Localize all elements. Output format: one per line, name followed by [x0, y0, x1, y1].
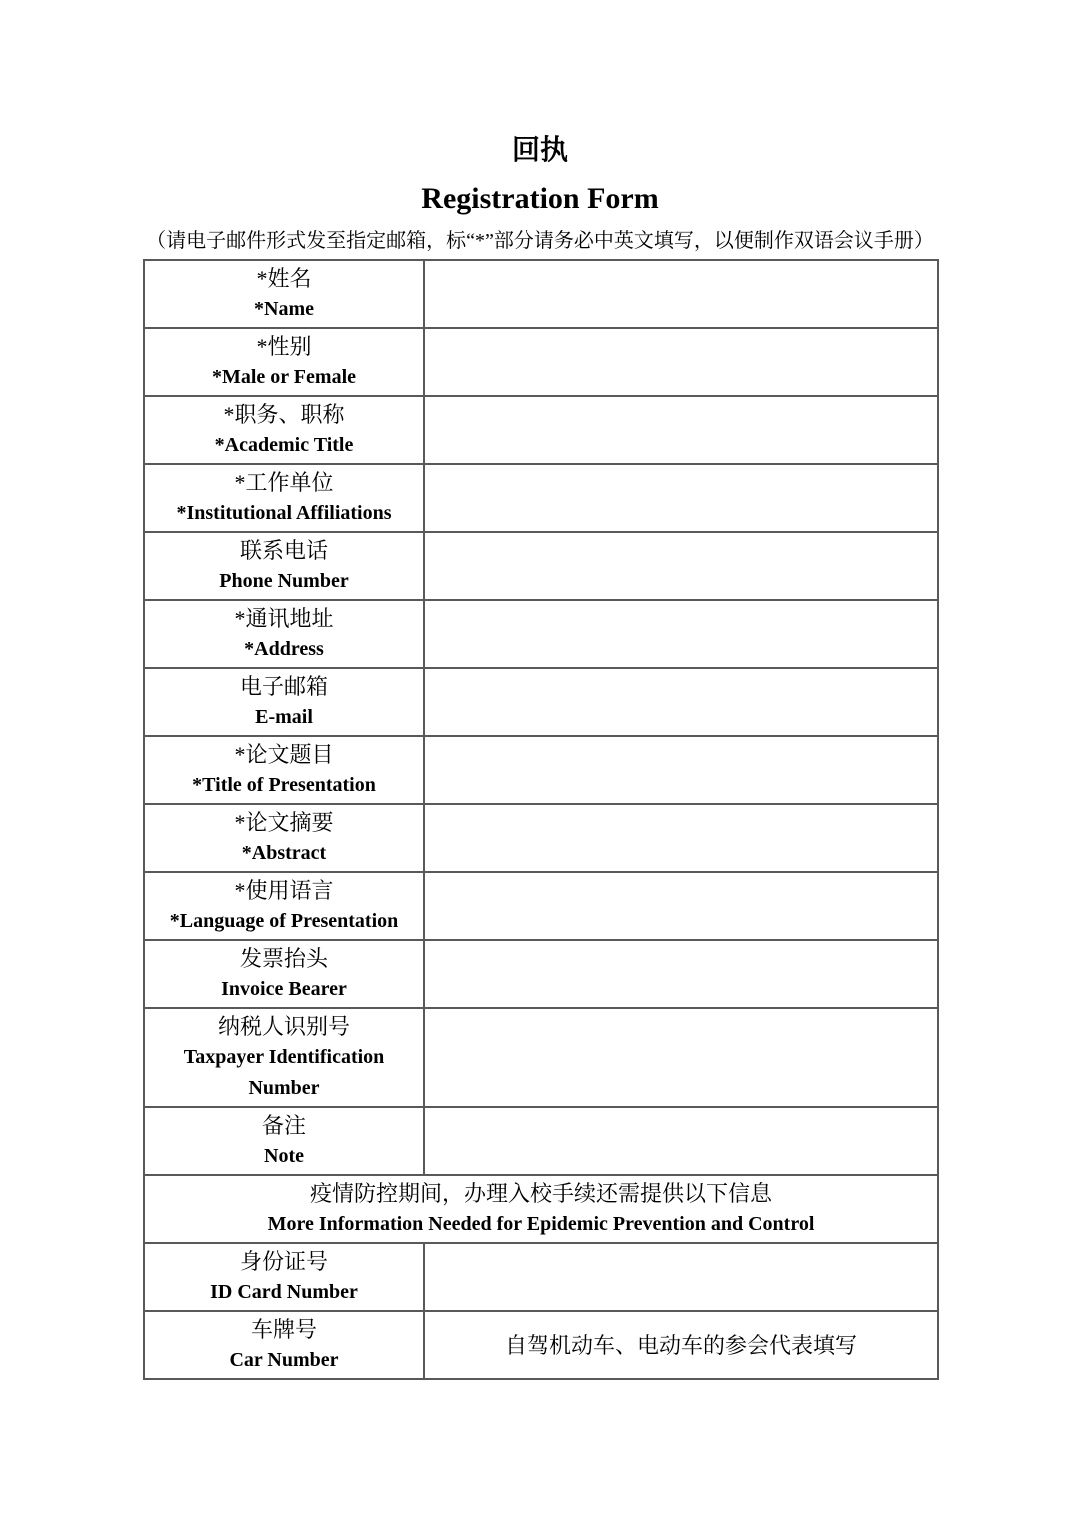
field-label-en: *Male or Female — [211, 366, 356, 388]
section-row-epidemic-info — [144, 1175, 938, 1243]
field-label-cn: *工作单位 — [234, 470, 334, 495]
field-label-cn: *通讯地址 — [234, 606, 334, 631]
field-label-en: Taxpayer Identification Number — [183, 1046, 385, 1099]
field-row-phone — [144, 532, 938, 600]
field-value-cell-institution[interactable] — [424, 464, 938, 532]
field-value-cell-taxpayer-id[interactable] — [424, 1008, 938, 1107]
field-value-text: 自驾机动车、电动车的参会代表填写 — [504, 1332, 857, 1358]
field-label-cn: *职务、职称 — [223, 402, 345, 427]
field-label-cell-institution — [144, 464, 424, 532]
field-value-cell-address[interactable] — [424, 600, 938, 668]
field-label-cell-taxpayer-id — [144, 1008, 424, 1107]
field-label-cn: 身份证号 — [239, 1249, 328, 1274]
field-value-cell-car-number[interactable] — [424, 1311, 938, 1379]
field-label-cell-academic-title — [144, 396, 424, 464]
field-label-cn: 纳税人识别号 — [217, 1014, 350, 1039]
field-value-cell-abstract[interactable] — [424, 804, 938, 872]
registration-table — [143, 259, 939, 1380]
field-label-en: ID Card Number — [210, 1281, 358, 1303]
section-label-en: More Information Needed for Epidemic Prevention and Control — [267, 1213, 815, 1235]
field-value-cell-email[interactable] — [424, 668, 938, 736]
field-label-cn: 车牌号 — [250, 1317, 317, 1342]
field-row-language — [144, 872, 938, 940]
field-label-en: *Abstract — [241, 842, 327, 864]
field-value-cell-name[interactable] — [424, 260, 938, 328]
field-value-cell-language[interactable] — [424, 872, 938, 940]
field-value-cell-academic-title[interactable] — [424, 396, 938, 464]
field-value-cell-gender[interactable] — [424, 328, 938, 396]
field-label-cell-phone — [144, 532, 424, 600]
field-label-cell-name — [144, 260, 424, 328]
field-label-cell-invoice-bearer — [144, 940, 424, 1008]
field-label-cell-presentation-title — [144, 736, 424, 804]
field-row-id-card — [144, 1243, 938, 1311]
field-value-cell-phone[interactable] — [424, 532, 938, 600]
field-label-en: *Institutional Affiliations — [176, 502, 392, 524]
field-value-cell-note[interactable] — [424, 1107, 938, 1175]
field-label-en: *Language of Presentation — [169, 910, 399, 932]
field-row-note — [144, 1107, 938, 1175]
field-label-en: *Name — [254, 298, 314, 320]
field-label-cn: 发票抬头 — [239, 946, 328, 971]
field-label-cn: *论文摘要 — [234, 810, 334, 835]
field-label-cn: *性别 — [256, 334, 312, 359]
field-label-cell-abstract — [144, 804, 424, 872]
field-row-institution — [144, 464, 938, 532]
field-row-academic-title — [144, 396, 938, 464]
field-value-cell-invoice-bearer[interactable] — [424, 940, 938, 1008]
field-value-cell-id-card[interactable] — [424, 1243, 938, 1311]
field-row-email — [144, 668, 938, 736]
field-row-abstract — [144, 804, 938, 872]
field-label-cn: 联系电话 — [239, 538, 328, 563]
field-label-cell-note — [144, 1107, 424, 1175]
field-label-cell-email — [144, 668, 424, 736]
field-label-en: E-mail — [255, 706, 313, 728]
field-label-en: Invoice Bearer — [221, 978, 347, 1000]
page-title-en: Registration Form — [421, 182, 659, 215]
field-row-taxpayer-id — [144, 1008, 938, 1107]
registration-table-body — [144, 260, 938, 1379]
field-label-en: *Academic Title — [214, 434, 354, 456]
field-label-en: Note — [264, 1145, 304, 1167]
field-label-cell-gender — [144, 328, 424, 396]
field-label-cn: *姓名 — [256, 266, 312, 291]
field-label-cn: 备注 — [261, 1113, 306, 1138]
header-note: （请电子邮件形式发至指定邮箱，标“*”部分请务必中英文填写，以便制作双语会议手册） — [146, 230, 934, 252]
page-title-cn: 回执 — [511, 135, 568, 166]
field-label-en: Phone Number — [219, 570, 349, 592]
section-header-cell-epidemic-info — [144, 1175, 938, 1243]
field-label-cell-car-number — [144, 1311, 424, 1379]
section-label-cn: 疫情防控期间，办理入校手续还需提供以下信息 — [309, 1181, 772, 1206]
field-row-name — [144, 260, 938, 328]
field-label-cell-address — [144, 600, 424, 668]
field-row-car-number — [144, 1311, 938, 1379]
field-label-cn: 电子邮箱 — [239, 674, 328, 699]
field-row-gender — [144, 328, 938, 396]
field-label-en: *Title of Presentation — [192, 774, 376, 796]
field-label-en: Car Number — [229, 1349, 339, 1371]
field-label-cell-id-card — [144, 1243, 424, 1311]
field-value-cell-presentation-title[interactable] — [424, 736, 938, 804]
field-label-cn: *论文题目 — [234, 742, 334, 767]
field-row-presentation-title — [144, 736, 938, 804]
field-row-invoice-bearer — [144, 940, 938, 1008]
field-label-cell-language — [144, 872, 424, 940]
field-label-cn: *使用语言 — [234, 878, 334, 903]
field-label-en: *Address — [244, 638, 324, 660]
field-row-address — [144, 600, 938, 668]
